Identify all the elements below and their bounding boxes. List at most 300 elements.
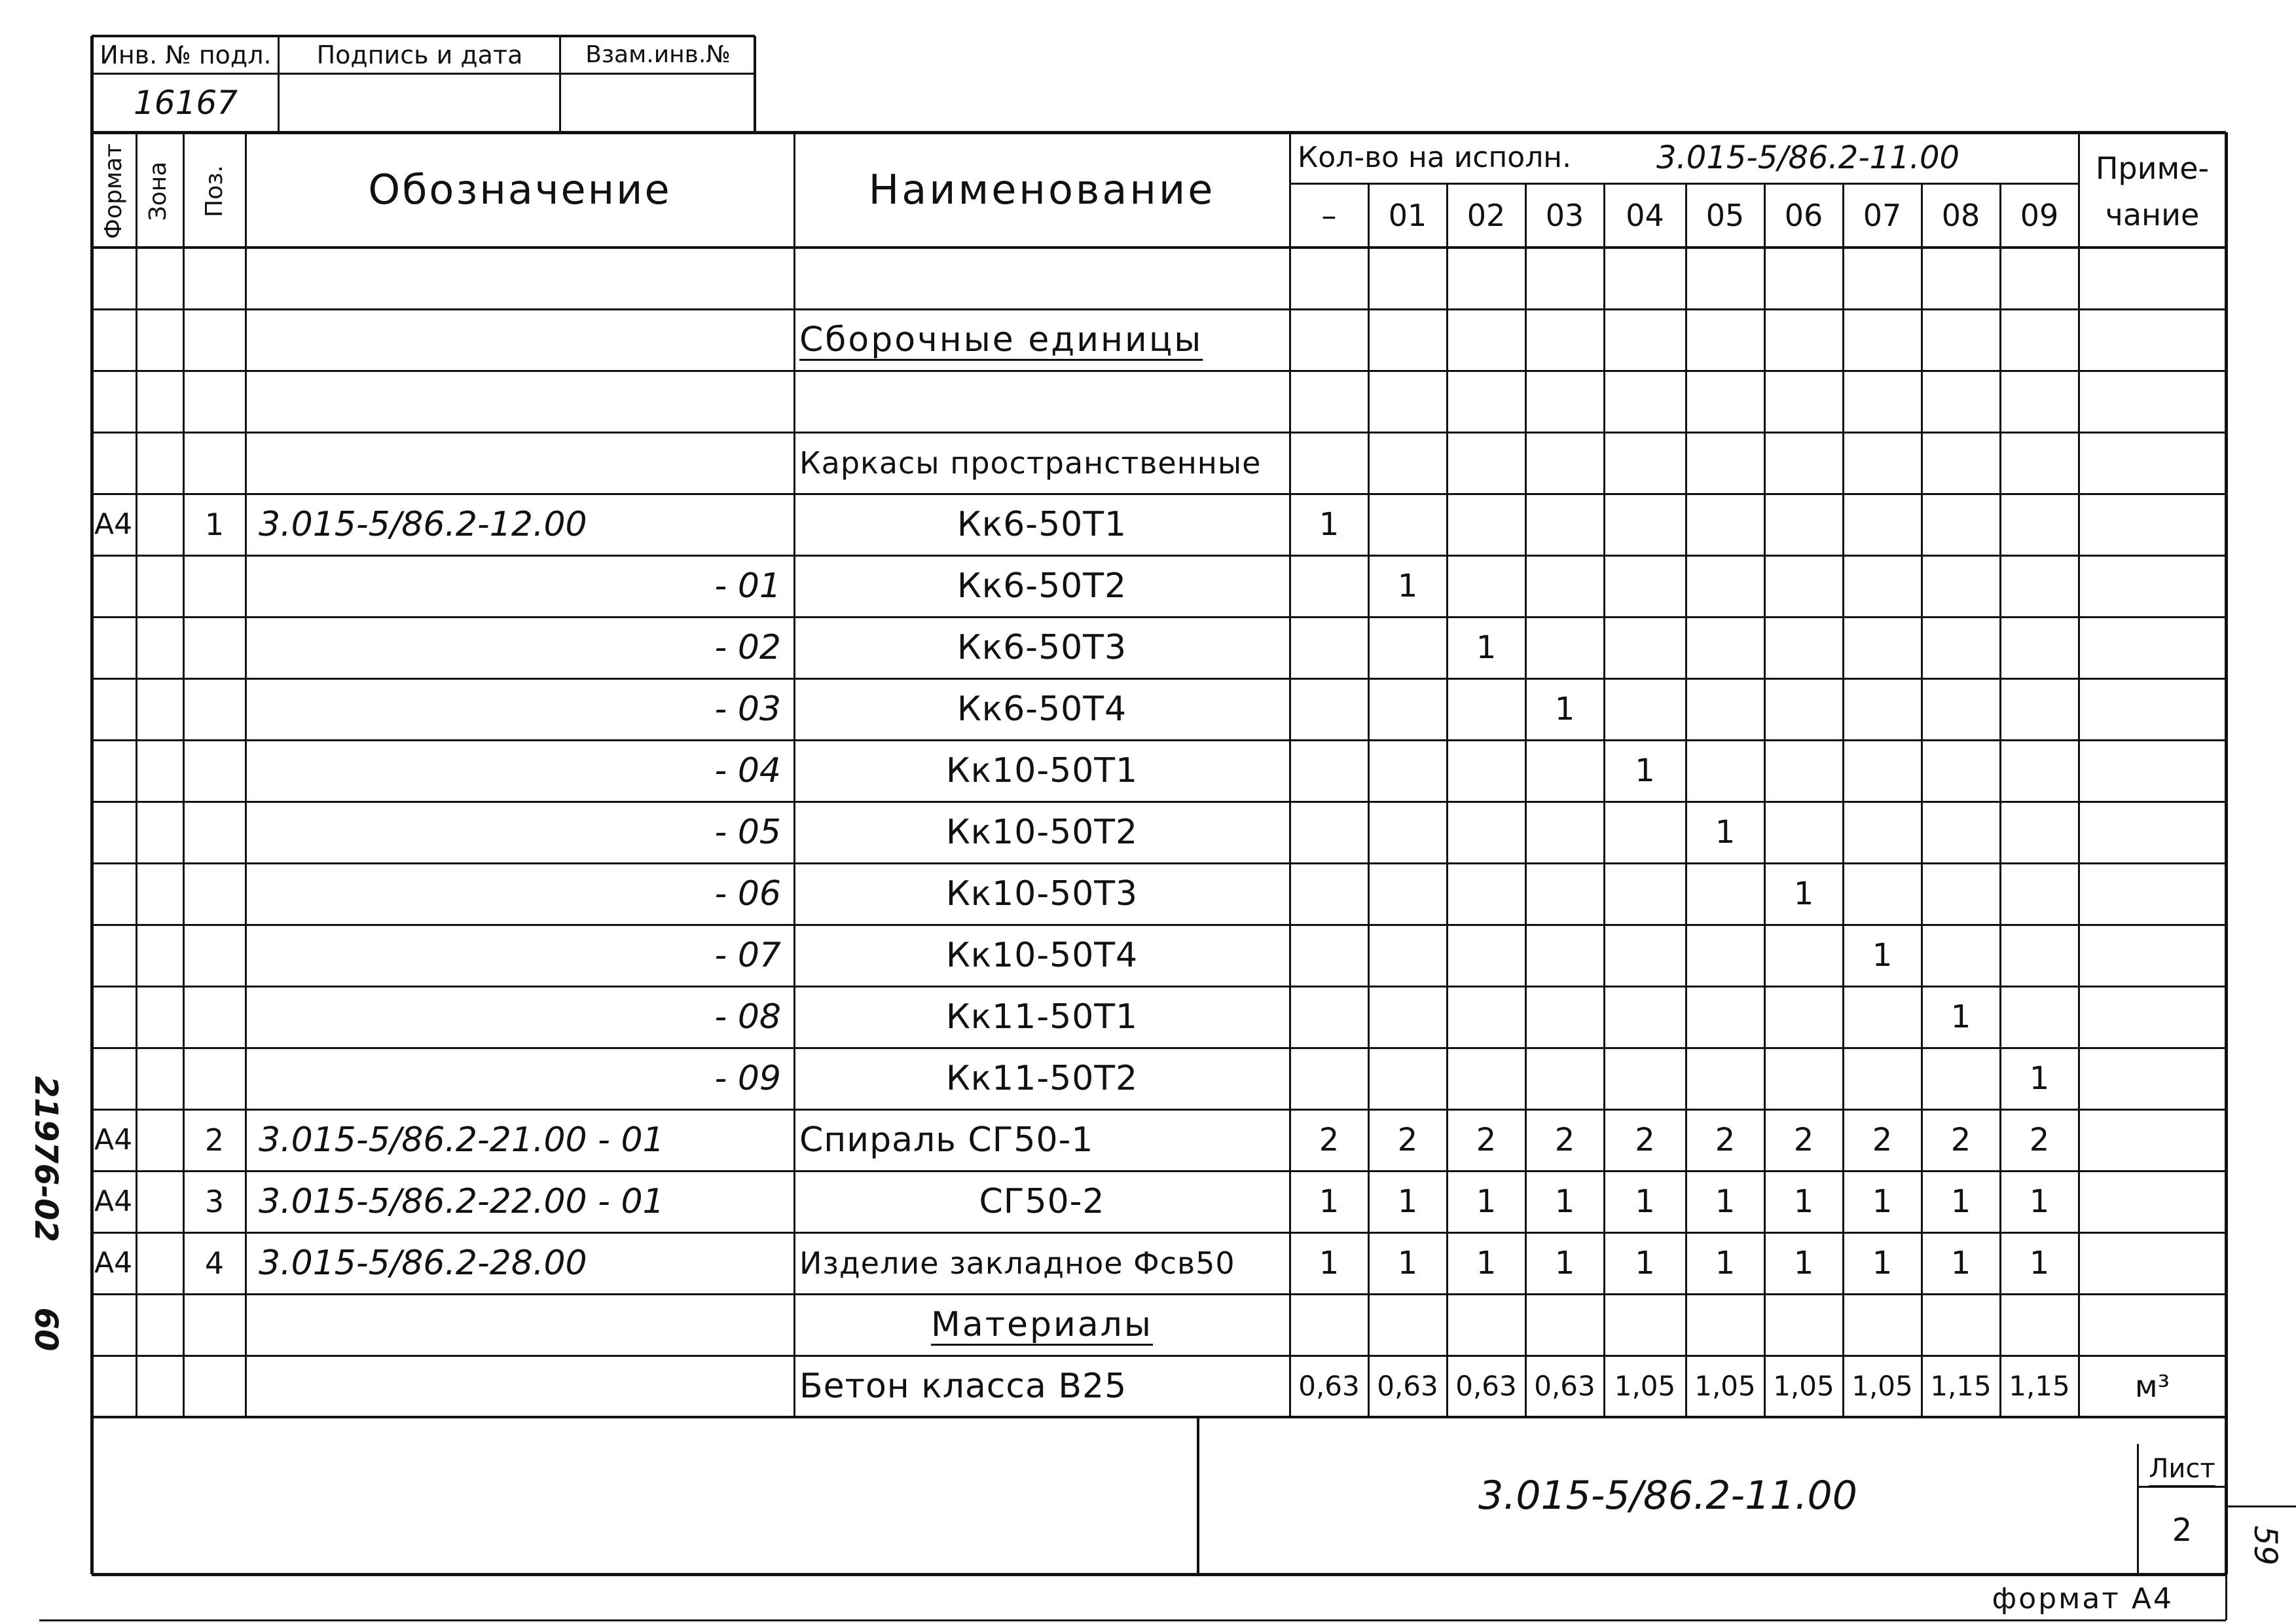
row-pos [183,925,246,986]
row-qty [1525,863,1604,925]
row-qty [1290,925,1368,986]
row-qty: 1 [1635,1245,1655,1282]
row-qty [1686,432,1764,494]
row-qty [1843,617,1922,678]
row-designation: 3.015-5/86.2-21.00 - 01 [259,1120,665,1160]
row-qty [1764,986,1843,1048]
row-qty: 1 [1715,1245,1736,1282]
row-pos [183,432,246,494]
row-qty [1447,925,1525,986]
row-qty: 1 [1319,1245,1339,1282]
row-note [2079,986,2226,1048]
row-pos [183,1294,246,1356]
footer-sheet-label: Лист [2149,1454,2215,1484]
row-qty [1604,432,1686,494]
row-qty [1764,1294,1843,1356]
row-name: Бетон класса В25 [799,1367,1127,1406]
row-qty [1686,986,1764,1048]
row-designation: - 07 [714,936,781,975]
row-name: Кк10-50Т2 [945,813,1139,852]
stamp-replace-header: Взам.инв.№ [585,41,731,68]
row-note [2079,1171,2226,1232]
row-qty: 1 [1793,1245,1814,1282]
row-qty [1368,863,1447,925]
row-format [94,248,136,309]
row-qty [1686,863,1764,925]
rule-h [92,35,755,37]
header-pos: Поз. [201,165,228,217]
row-qty [1290,678,1368,740]
row-qty: 1 [2029,1245,2050,1282]
row-qty [1368,432,1447,494]
row-qty: 1 [1793,1183,1814,1220]
header-designation: Обозначение [368,166,672,213]
row-pos [183,617,246,678]
row-qty [1525,802,1604,863]
row-qty [1447,371,1525,432]
row-designation: - 02 [714,628,781,667]
row-qty [1290,555,1368,617]
row-name: Кк10-50Т1 [945,751,1139,790]
row-qty [1525,494,1604,555]
row-qty [1525,309,1604,371]
row-qty [1290,1048,1368,1109]
row-qty [1764,555,1843,617]
row-qty: 1,15 [2009,1370,2070,1402]
row-name: Кк11-50Т2 [945,1059,1139,1098]
row-qty [2000,986,2079,1048]
margin-left-number: 60 [27,1307,64,1352]
row-format: А4 [94,1246,133,1280]
row-qty: 1 [1319,1183,1339,1220]
row-qty: 1 [1397,1245,1418,1282]
row-note [2079,371,2226,432]
row-name: Материалы [931,1305,1153,1344]
row-qty [2000,494,2079,555]
row-qty: 1 [1635,1183,1655,1220]
row-qty: 1 [1554,1183,1575,1220]
row-format [94,802,136,863]
header-variant-0: – [1321,198,1337,233]
row-qty [1290,371,1368,432]
row-qty: 1,05 [1614,1370,1676,1402]
row-name: Кк11-50Т1 [945,997,1139,1037]
row-qty [1290,1294,1368,1356]
row-qty [1368,617,1447,678]
row-qty: 1 [1397,568,1418,604]
row-qty: 1 [1319,506,1339,543]
row-pos [183,740,246,802]
row-qty [2000,925,2079,986]
row-qty [1922,1048,2000,1109]
header-variant-6: 06 [1784,198,1823,233]
row-qty: 1,15 [1930,1370,1992,1402]
row-designation [259,1356,794,1417]
row-designation [259,309,794,371]
row-qty: 1 [1872,1245,1893,1282]
row-designation [259,1294,794,1356]
row-format [94,555,136,617]
row-qty [1764,1048,1843,1109]
row-qty: 1 [1635,752,1655,789]
row-qty [1604,678,1686,740]
row-qty: 2 [1872,1122,1893,1158]
row-qty: 2 [1793,1122,1814,1158]
row-qty [2000,678,2079,740]
row-designation: - 06 [714,874,781,913]
row-qty [1290,802,1368,863]
row-designation: 3.015-5/86.2-12.00 [259,505,587,544]
row-name: Кк10-50Т3 [945,874,1139,913]
stamp-inv-header: Инв. № подл. [100,41,272,69]
row-designation: - 04 [714,751,781,790]
row-designation: - 09 [714,1059,781,1098]
row-qty [1290,986,1368,1048]
row-note [2079,925,2226,986]
row-qty [1447,1048,1525,1109]
row-note [2079,617,2226,678]
row-qty [1764,371,1843,432]
stamp-inv-number: 16167 [133,84,238,122]
row-designation: - 05 [714,813,781,852]
row-qty [1525,1048,1604,1109]
row-designation: - 03 [714,690,781,729]
row-designation [259,248,794,309]
row-qty [1604,802,1686,863]
row-qty [1368,740,1447,802]
row-qty: 2 [2029,1122,2050,1158]
row-qty [1368,802,1447,863]
row-note [2079,1109,2226,1171]
row-pos [183,863,246,925]
row-qty [1290,248,1368,309]
row-format [94,1294,136,1356]
row-qty [1447,432,1525,494]
row-qty [1525,555,1604,617]
row-qty: 2 [1397,1122,1418,1158]
row-note [2079,1232,2226,1294]
row-qty [1843,740,1922,802]
row-pos [183,371,246,432]
row-designation: 3.015-5/86.2-22.00 - 01 [259,1182,665,1221]
row-qty [2000,555,2079,617]
row-qty: 1 [2029,1060,2050,1097]
row-qty [1447,1294,1525,1356]
row-qty [1922,678,2000,740]
row-qty [1368,309,1447,371]
header-variant-1: 01 [1388,198,1427,233]
row-qty [1525,1294,1604,1356]
row-qty [1290,432,1368,494]
row-qty [1447,309,1525,371]
row-qty [1447,740,1525,802]
row-qty [1525,617,1604,678]
row-qty [1525,248,1604,309]
row-qty [1604,617,1686,678]
row-pos [183,309,246,371]
row-qty [1368,371,1447,432]
row-qty [1604,1048,1686,1109]
row-qty [1764,802,1843,863]
row-pos [183,1356,246,1417]
row-qty [1604,555,1686,617]
row-qty [1368,925,1447,986]
header-variant-3: 03 [1545,198,1584,233]
header-variant-7: 07 [1863,198,1902,233]
row-format [94,925,136,986]
row-designation: - 08 [714,997,781,1037]
row-qty [1686,1294,1764,1356]
row-qty [1764,309,1843,371]
row-qty [1290,863,1368,925]
rule-v [2225,1574,2227,1620]
row-qty [1604,309,1686,371]
row-name: Сборочные единицы [799,320,1203,360]
row-qty: 1 [1872,1183,1893,1220]
row-qty: 0,63 [1455,1370,1517,1402]
row-qty [1764,248,1843,309]
row-format: А4 [94,507,133,541]
header-qty-doc: 3.015-5/86.2-11.00 [1656,139,1960,176]
row-qty [1686,555,1764,617]
row-qty [1922,863,2000,925]
header-name: Наименование [868,166,1216,213]
row-qty [1843,555,1922,617]
row-qty: 1 [1476,629,1497,666]
row-qty: 1,05 [1773,1370,1834,1402]
margin-right-number: 59 [2247,1525,2284,1566]
footer-format-label: формат А4 [1992,1582,2174,1615]
row-qty [2000,1294,2079,1356]
row-qty [1525,740,1604,802]
row-pos [183,802,246,863]
row-note [2079,309,2226,371]
header-note: Приме- чание [2095,151,2210,233]
row-pos: 1 [204,507,225,542]
row-qty [1447,248,1525,309]
row-qty [1922,555,2000,617]
row-name [794,371,1290,432]
row-note [2079,248,2226,309]
row-qty [1368,678,1447,740]
margin-code: 21976-02 [27,1076,64,1242]
row-format [94,740,136,802]
row-qty [1764,432,1843,494]
row-qty [1922,432,2000,494]
row-qty [1922,925,2000,986]
row-qty [1686,309,1764,371]
row-qty [1604,248,1686,309]
row-qty [1843,1048,1922,1109]
row-qty [1686,678,1764,740]
row-qty [1604,1294,1686,1356]
row-qty: 1 [1554,1245,1575,1282]
row-qty [1843,802,1922,863]
row-name: Кк6-50Т4 [957,690,1127,729]
rule-h [2226,1505,2296,1507]
row-qty: 1 [1793,876,1814,912]
row-qty [1290,740,1368,802]
row-qty [1290,617,1368,678]
row-note [2079,802,2226,863]
row-qty [2000,309,2079,371]
row-qty: 0,63 [1298,1370,1360,1402]
row-name: Спираль СГ50-1 [799,1120,1094,1160]
row-qty [1368,248,1447,309]
row-qty [1604,925,1686,986]
row-qty [1604,986,1686,1048]
header-qty-prefix: Кол-во на исполн. [1298,141,1572,174]
row-qty [1922,802,2000,863]
row-qty [2000,248,2079,309]
row-qty: 1 [1715,814,1736,851]
row-pos: 2 [204,1122,225,1158]
row-qty [1843,309,1922,371]
row-pos [183,555,246,617]
row-name: СГ50-2 [979,1182,1105,1221]
row-qty [1764,494,1843,555]
row-format [94,617,136,678]
row-qty [1686,740,1764,802]
header-variant-5: 05 [1705,198,1745,233]
row-qty: 0,63 [1377,1370,1438,1402]
row-format [94,309,136,371]
row-pos [183,986,246,1048]
row-format [94,371,136,432]
row-qty: 2 [1950,1122,1971,1158]
row-qty [1447,555,1525,617]
row-qty: 1 [1397,1183,1418,1220]
row-qty [1922,248,2000,309]
row-qty: 1 [1715,1183,1736,1220]
row-format: А4 [94,1123,133,1156]
row-qty [1447,986,1525,1048]
row-designation [259,371,794,432]
row-qty [2000,802,2079,863]
row-pos: 3 [204,1184,225,1219]
row-qty [1843,248,1922,309]
row-qty [1686,617,1764,678]
row-qty: 2 [1715,1122,1736,1158]
row-qty: 1 [2029,1183,2050,1220]
row-name: Изделие закладное Фсв50 [799,1246,1235,1281]
row-note [2079,555,2226,617]
rule-h [39,1619,2226,1621]
header-variant-2: 02 [1467,198,1506,233]
row-name: Кк6-50Т3 [957,628,1127,667]
footer-doc-code: 3.015-5/86.2-11.00 [1478,1473,1857,1519]
row-qty [1922,309,2000,371]
row-qty [1368,494,1447,555]
row-qty [1922,1294,2000,1356]
row-format [94,1048,136,1109]
row-format: А4 [94,1185,133,1218]
rule-v [90,36,94,1574]
row-qty [2000,617,2079,678]
row-name: Кк6-50Т2 [957,566,1127,606]
row-name: Каркасы пространственные [799,445,1262,481]
header-variant-9: 09 [2020,198,2059,233]
row-pos [183,248,246,309]
row-qty: 2 [1476,1122,1497,1158]
row-qty [1604,371,1686,432]
header-variant-8: 08 [1941,198,1980,233]
row-note [2079,740,2226,802]
row-qty: 2 [1635,1122,1655,1158]
row-qty [1686,1048,1764,1109]
row-qty [1843,986,1922,1048]
row-qty [1525,371,1604,432]
row-qty [2000,740,2079,802]
row-qty [1686,925,1764,986]
row-qty [1447,863,1525,925]
row-format [94,678,136,740]
row-designation: - 01 [714,566,781,606]
row-designation: 3.015-5/86.2-28.00 [259,1244,587,1283]
row-note [2079,678,2226,740]
row-qty: 1 [1950,1245,1971,1282]
row-note [2079,1294,2226,1356]
row-name: Кк10-50Т4 [945,936,1139,975]
row-qty [1447,802,1525,863]
row-qty [1447,678,1525,740]
header-format: Формат [100,143,127,240]
row-qty [2000,863,2079,925]
row-qty [1764,740,1843,802]
row-qty [1604,863,1686,925]
row-qty [1843,678,1922,740]
row-pos: 4 [204,1246,225,1281]
row-format [94,863,136,925]
row-qty [1922,494,2000,555]
row-qty [1368,986,1447,1048]
row-qty: 1 [1476,1245,1497,1282]
row-qty [1525,925,1604,986]
row-qty: 1 [1950,1183,1971,1220]
row-note [2079,432,2226,494]
row-format [94,432,136,494]
row-qty [1764,617,1843,678]
row-qty [1922,617,2000,678]
row-qty [2000,371,2079,432]
row-pos [183,678,246,740]
row-qty [2000,432,2079,494]
row-name [794,248,1290,309]
row-qty [1764,678,1843,740]
row-qty [1764,925,1843,986]
row-qty [1922,371,2000,432]
row-format [94,1356,136,1417]
row-note [2079,863,2226,925]
row-qty [1290,309,1368,371]
row-qty [1922,740,2000,802]
row-qty [1447,494,1525,555]
row-qty [1843,432,1922,494]
row-qty [1368,1048,1447,1109]
header-zone: Зона [145,161,172,221]
row-name: Кк6-50Т1 [957,505,1127,544]
row-qty: 2 [1554,1122,1575,1158]
row-qty: 1 [1554,691,1575,728]
footer-sheet-number: 2 [2172,1512,2193,1549]
row-qty: 1,05 [1851,1370,1913,1402]
row-qty: 0,63 [1534,1370,1595,1402]
row-qty [1843,863,1922,925]
row-qty [1525,432,1604,494]
row-note [2079,1048,2226,1109]
row-qty [1843,1294,1922,1356]
row-designation [259,432,794,494]
